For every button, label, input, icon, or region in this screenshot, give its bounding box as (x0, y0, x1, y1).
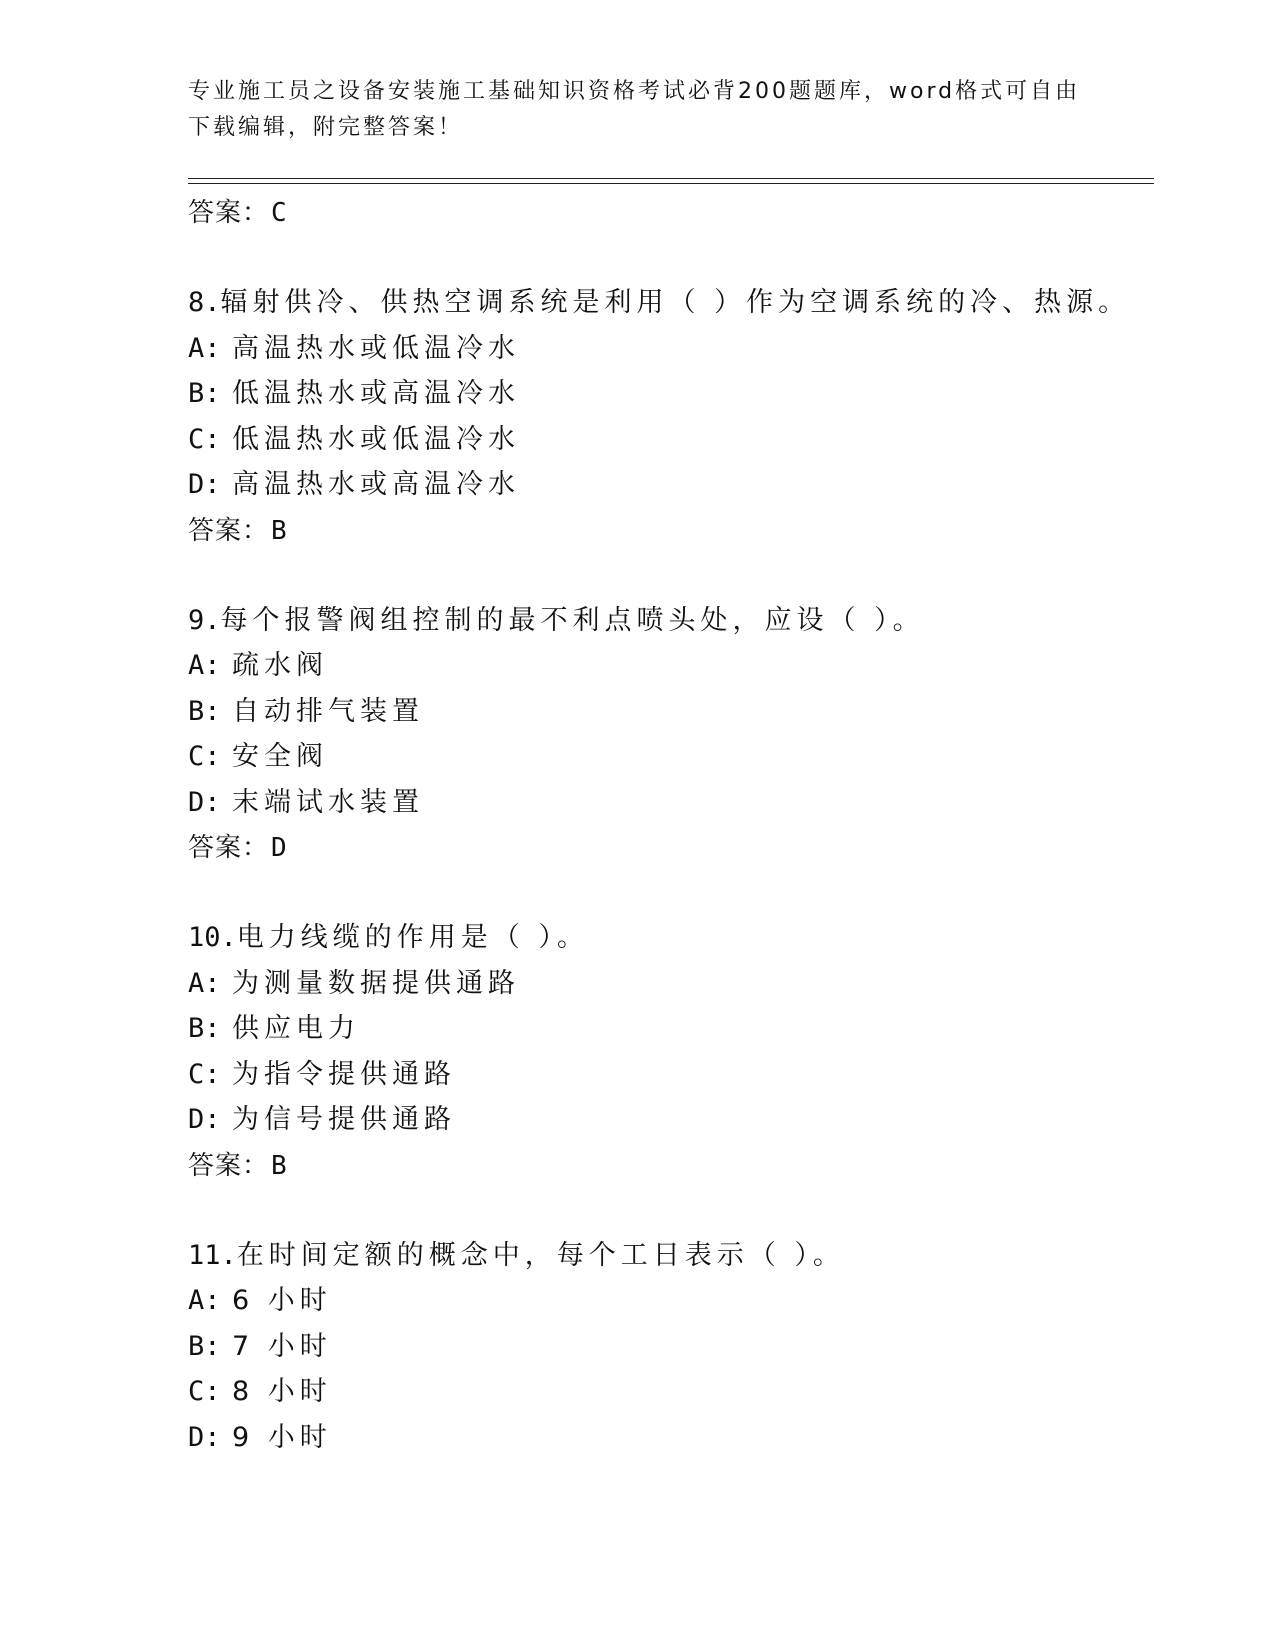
option-text: 疏水阀 (232, 650, 328, 681)
header-line-2: 下载编辑，附完整答案！ (188, 115, 464, 140)
option-key: D: (188, 1104, 221, 1135)
option-key: D: (188, 786, 221, 818)
option-a (188, 326, 1168, 372)
question-stem: 电力线缆的作用是（ ）。 (236, 922, 589, 953)
option-text: 8 小时 (232, 1376, 332, 1407)
option-key: A: (188, 967, 221, 999)
option-key: D: (188, 469, 221, 500)
option-c (188, 1052, 1168, 1098)
question-text (188, 915, 1168, 961)
question-stem: 辐射供冷、供热空调系统是利用（ ）作为空调系统的冷、热源。 (220, 287, 1131, 318)
answer-label: 答案： (188, 198, 270, 228)
option-text: 为测量数据提供通路 (232, 967, 520, 999)
option-a (188, 643, 1168, 689)
question-text (188, 1233, 1168, 1279)
option-b (188, 1324, 1168, 1370)
question-block (188, 598, 1168, 872)
option-key: C: (188, 423, 221, 455)
option-b (188, 371, 1168, 417)
question-stem: 每个报警阀组控制的最不利点喷头处，应设（ ）。 (220, 604, 925, 636)
header-line-1: 专业施工员之设备安装施工基础知识资格考试必背200题题库，word格式可自由 (188, 79, 1081, 104)
question-block (188, 280, 1168, 554)
document-header (188, 74, 1088, 146)
option-c (188, 1369, 1168, 1415)
option-key: C: (188, 741, 221, 772)
option-d (188, 780, 1168, 826)
answer-line (188, 825, 1168, 871)
answer-label: 答案： (188, 1150, 270, 1181)
option-text: 安全阀 (232, 741, 328, 772)
option-b (188, 1006, 1168, 1052)
option-text: 7 小时 (232, 1330, 332, 1362)
option-text: 高温热水或低温冷水 (232, 332, 520, 364)
option-key: C: (188, 1376, 221, 1407)
option-d (188, 462, 1168, 508)
question-text (188, 598, 1168, 644)
header-rule-top (188, 178, 1154, 179)
answer-line (188, 1143, 1168, 1189)
option-key: B: (188, 378, 221, 409)
option-d (188, 1097, 1168, 1143)
option-d (188, 1415, 1168, 1461)
option-key: A: (188, 332, 221, 364)
answer-value: C (271, 198, 288, 228)
option-text: 为指令提供通路 (232, 1058, 456, 1090)
option-a (188, 1278, 1168, 1324)
option-text: 低温热水或高温冷水 (232, 378, 520, 409)
option-text: 低温热水或低温冷水 (232, 423, 520, 455)
option-key: C: (188, 1058, 221, 1090)
option-text: 为信号提供通路 (232, 1104, 456, 1135)
option-c (188, 734, 1168, 780)
answer-line (188, 190, 1168, 236)
question-stem: 在时间定额的概念中，每个工日表示（ ）。 (236, 1239, 845, 1271)
header-rule-bottom (188, 183, 1154, 184)
option-text: 6 小时 (232, 1285, 332, 1316)
option-key: A: (188, 650, 221, 681)
option-key: B: (188, 1013, 221, 1044)
option-text: 9 小时 (232, 1421, 332, 1453)
question-text (188, 280, 1168, 326)
option-b (188, 689, 1168, 735)
option-key: D: (188, 1421, 221, 1453)
answer-value: B (271, 1150, 288, 1181)
question-block (188, 1233, 1168, 1461)
question-block (188, 915, 1168, 1189)
answer-value: D (271, 833, 288, 863)
question-number: 9. (188, 604, 221, 636)
option-key: B: (188, 695, 221, 727)
question-number: 10. (188, 922, 237, 953)
option-key: A: (188, 1285, 221, 1316)
option-text: 自动排气装置 (232, 695, 424, 727)
option-key: B: (188, 1330, 221, 1362)
answer-value: B (271, 515, 288, 546)
option-text: 末端试水装置 (232, 786, 424, 818)
question-list (188, 190, 1168, 1460)
answer-label: 答案： (188, 515, 270, 546)
option-text: 高温热水或高温冷水 (232, 469, 520, 500)
option-c (188, 417, 1168, 463)
question-number: 8. (188, 287, 221, 318)
answer-label: 答案： (188, 833, 270, 863)
option-a (188, 961, 1168, 1007)
question-number: 11. (188, 1239, 237, 1271)
answer-line (188, 508, 1168, 554)
option-text: 供应电力 (232, 1013, 360, 1044)
